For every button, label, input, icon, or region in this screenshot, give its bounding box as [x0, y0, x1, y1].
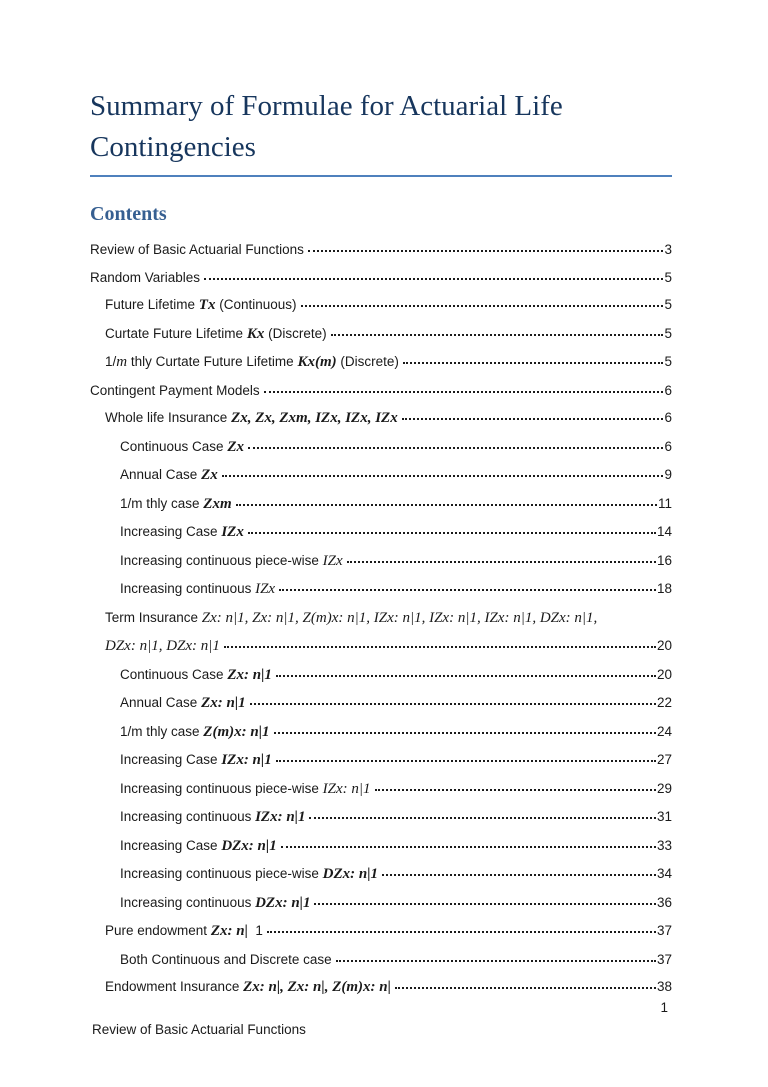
toc-entry-label [120, 775, 371, 804]
toc-page-number: 31 [656, 809, 672, 825]
toc-page-number: 33 [656, 837, 672, 853]
math-symbol: IZx: n|1 [221, 752, 272, 769]
toc-text: Review of Basic Actuarial Functions [90, 242, 304, 258]
toc-dot-leader [264, 391, 664, 393]
toc-dot-leader [267, 931, 656, 933]
toc-text: Pure endowment [105, 923, 211, 939]
toc-text: Random Variables [90, 269, 201, 285]
math-symbol: DZx: n|1 [221, 837, 277, 854]
toc-text: (Discrete) [336, 354, 399, 370]
page-number: 1 [660, 1000, 668, 1015]
toc-entry-label [120, 461, 218, 490]
toc-entry[interactable] [90, 803, 672, 832]
math-symbol: Tx [198, 297, 216, 314]
toc-text: 1/m thly case [120, 495, 204, 511]
math-symbol: Zx: n|1 [201, 695, 246, 712]
toc-entry-label [120, 661, 272, 690]
math-symbol: IZx [255, 581, 276, 598]
math-symbol: DZx: n|1, DZx: n|1 [105, 638, 220, 655]
math-symbol: m [116, 354, 128, 371]
math-symbol: Zx: n| [210, 923, 248, 940]
toc-text: Increasing continuous piece-wise [120, 780, 323, 796]
title-line-1: Summary of Formulae for Actuarial Life [90, 90, 563, 122]
toc-entry-label [105, 348, 399, 377]
toc-entry[interactable] [90, 718, 672, 747]
toc-dot-leader [248, 447, 663, 449]
math-symbol: DZx: n|1 [255, 894, 311, 911]
math-symbol: Kx [246, 325, 265, 342]
toc-entry[interactable] [90, 264, 672, 292]
toc-dot-leader [204, 278, 663, 280]
toc-entry-label [120, 433, 244, 462]
toc-text: Increasing continuous [120, 894, 256, 910]
toc-page-number: 5 [664, 354, 672, 370]
toc-entry-label [120, 832, 277, 861]
toc-entry-label [120, 689, 246, 718]
toc-text: Increasing continuous piece-wise [120, 866, 323, 882]
toc-text: Increasing Case [120, 524, 222, 540]
toc-page-number: 6 [664, 410, 672, 426]
toc-page-number: 36 [656, 894, 672, 910]
toc-entry[interactable] [90, 490, 672, 519]
toc-text: Increasing Case [120, 837, 222, 853]
toc-entry-label [90, 377, 260, 405]
toc-text: Continuous Case [120, 438, 228, 454]
toc-entry-label [105, 291, 297, 320]
toc-list [90, 236, 672, 1002]
toc-entry[interactable] [90, 832, 672, 861]
toc-page-number: 9 [664, 467, 672, 483]
toc-entry-label [105, 320, 327, 349]
toc-text: Whole life Insurance [105, 410, 232, 426]
toc-dot-leader [274, 732, 656, 734]
toc-entry[interactable] [90, 689, 672, 718]
toc-entry[interactable] [90, 404, 672, 433]
toc-entry-label [120, 860, 378, 889]
toc-page-number: 37 [656, 951, 672, 967]
math-symbol: Zx [227, 438, 244, 455]
toc-text: (Discrete) [264, 325, 327, 341]
toc-page-number: 37 [656, 923, 672, 939]
toc-page-number: 5 [664, 269, 672, 285]
toc-entry[interactable] [90, 433, 672, 462]
document-title [90, 0, 672, 177]
toc-dot-leader [281, 846, 656, 848]
math-symbol: Zx [201, 467, 218, 484]
toc-entry[interactable] [90, 632, 672, 661]
toc-page-number: 14 [656, 524, 672, 540]
toc-entry-label [120, 547, 343, 576]
toc-entry-label [105, 917, 263, 946]
toc-dot-leader [308, 250, 664, 252]
toc-dot-leader [395, 987, 656, 989]
toc-entry-label [120, 490, 232, 519]
toc-dot-leader [222, 475, 664, 477]
toc-text: Term Insurance [105, 609, 202, 625]
toc-dot-leader [402, 418, 664, 420]
toc-entry[interactable] [90, 461, 672, 490]
math-symbol: IZx: n|1 [322, 780, 371, 797]
toc-page-number: 18 [656, 581, 672, 597]
toc-entry[interactable] [90, 547, 672, 576]
toc-page-number: 20 [656, 638, 672, 654]
toc-entry[interactable] [90, 518, 672, 547]
toc-text: Continuous Case [120, 666, 228, 682]
toc-dot-leader [279, 589, 656, 591]
toc-dot-leader [375, 789, 656, 791]
toc-entry-label [105, 973, 391, 1002]
toc-text: 1/ [105, 354, 117, 370]
toc-dot-leader [331, 334, 664, 336]
toc-entry-label [105, 404, 398, 433]
math-symbol: Zx: n|1 [227, 666, 272, 683]
toc-text: Endowment Insurance [105, 979, 244, 995]
toc-dot-leader [248, 532, 656, 534]
toc-dot-leader [314, 903, 655, 905]
toc-dot-leader [276, 675, 656, 677]
toc-page-number: 16 [656, 552, 672, 568]
toc-entry-first-line [90, 604, 672, 633]
toc-entry-label [120, 518, 244, 547]
toc-entry[interactable] [90, 377, 672, 405]
toc-entry[interactable] [90, 775, 672, 804]
toc-entry[interactable] [90, 973, 672, 1002]
toc-page-number: 27 [656, 752, 672, 768]
toc-text: (Continuous) [215, 297, 297, 313]
math-symbol: Zx: n|1, Zx: n|1, Z(m)x: n|1, IZx: n|1, IZx: n|1, IZx: n|1, DZx: n|1, [201, 609, 598, 626]
math-symbol: Z(m)x: n|1 [203, 723, 270, 740]
toc-page-number: 29 [656, 780, 672, 796]
toc-page-number: 6 [664, 382, 672, 398]
toc-entry-label [120, 575, 275, 604]
toc-dot-leader [403, 362, 664, 364]
toc-dot-leader [347, 561, 656, 563]
toc-entry-label [120, 746, 272, 775]
toc-dot-leader [236, 504, 657, 506]
toc-page-number: 22 [656, 695, 672, 711]
toc-entry[interactable] [90, 746, 672, 775]
toc-text: 1/m thly case [120, 723, 204, 739]
toc-entry[interactable] [90, 889, 672, 918]
toc-page-number: 20 [656, 666, 672, 682]
math-symbol: IZx [322, 552, 343, 569]
toc-text: thly Curtate Future Lifetime [127, 354, 298, 370]
toc-text: Increasing continuous [120, 809, 256, 825]
toc-page-number: 6 [664, 438, 672, 454]
math-symbol: IZx: n|1 [255, 809, 306, 826]
toc-dot-leader [336, 960, 656, 962]
toc-entry[interactable] [90, 860, 672, 889]
math-symbol: DZx: n|1 [322, 866, 379, 883]
math-symbol: Kx(m) [297, 354, 337, 371]
toc-entry[interactable] [90, 661, 672, 690]
toc-text: Contingent Payment Models [90, 382, 260, 398]
toc-dot-leader [276, 760, 656, 762]
toc-page-number: 11 [657, 495, 672, 511]
toc-entry-label [120, 803, 305, 832]
toc-entry[interactable] [90, 575, 672, 604]
title-line-2: Contingencies [90, 131, 256, 164]
footer-section-label: Review of Basic Actuarial Functions [92, 1022, 306, 1037]
toc-page-number: 24 [656, 723, 672, 739]
toc-text: Both Continuous and Discrete case [120, 951, 332, 967]
toc-text: Increasing continuous piece-wise [120, 552, 323, 568]
toc-dot-leader [382, 874, 656, 876]
toc-entry-label [105, 632, 220, 661]
toc-dot-leader [250, 703, 656, 705]
toc-dot-leader [224, 646, 656, 648]
toc-text: Increasing Case [120, 752, 222, 768]
toc-text: Future Lifetime [105, 297, 199, 313]
toc-page-number: 38 [656, 979, 672, 995]
toc-entry[interactable] [90, 236, 672, 264]
toc-dot-leader [301, 305, 664, 307]
contents-heading: Contents [90, 203, 167, 226]
math-symbol: Zx, Zx, Zxm, IZx, IZx, IZx [231, 410, 398, 427]
toc-text: Annual Case [120, 695, 202, 711]
toc-text: Annual Case [120, 467, 202, 483]
toc-entry-label [120, 946, 332, 974]
toc-entry-label [90, 236, 304, 264]
toc-page-number: 5 [664, 325, 672, 341]
toc-entry-label [120, 718, 270, 747]
math-symbol: Zxm [203, 495, 232, 512]
toc-entry-label [120, 889, 310, 918]
toc-page-number: 34 [656, 866, 672, 882]
toc-entry[interactable] [90, 946, 672, 974]
toc-entry[interactable] [90, 348, 672, 377]
toc-dot-leader [309, 817, 655, 819]
toc-text: Increasing continuous [120, 581, 256, 597]
toc-entry-label [90, 264, 200, 292]
math-symbol: Zx: n|, Zx: n|, Z(m)x: n| [243, 979, 391, 996]
toc-entry[interactable] [90, 917, 672, 946]
toc-entry[interactable] [90, 320, 672, 349]
toc-text: Curtate Future Lifetime [105, 325, 247, 341]
toc-entry[interactable] [90, 291, 672, 320]
toc-text: 1 [247, 923, 263, 939]
toc-page-number: 5 [664, 297, 672, 313]
toc-page-number: 3 [664, 242, 672, 258]
math-symbol: IZx [221, 524, 244, 541]
